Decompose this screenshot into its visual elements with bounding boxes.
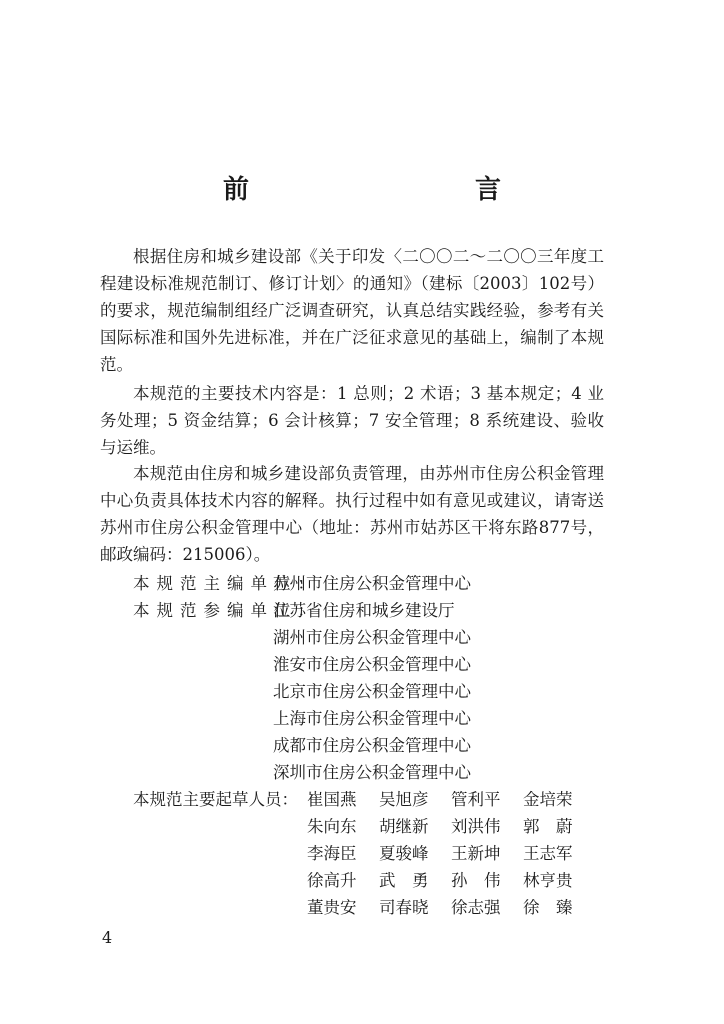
participating-unit: 江苏省住房和城乡建设厅 (273, 601, 455, 620)
drafter-name: 董贵安 (307, 898, 357, 917)
participating-unit-row (100, 705, 604, 732)
drafters-row (100, 867, 620, 894)
drafter-name: 胡继新 (379, 817, 429, 836)
drafters-label: 本规范主要起草人员： (133, 790, 298, 809)
page-number: 4 (102, 928, 113, 947)
participating-unit: 淮安市住房公积金管理中心 (273, 655, 471, 674)
drafters-row (100, 813, 620, 840)
drafter-name: 夏骏峰 (379, 844, 429, 863)
drafter-name: 刘洪伟 (451, 817, 501, 836)
drafter-name: 司春晓 (379, 898, 429, 917)
chief-unit-value: 苏州市住房公积金管理中心 (273, 574, 471, 593)
paragraph-text: 本规范的主要技术内容是：1 总则；2 术语；3 基本规定；4 业务处理；5 资金结算；6 会计核算；7 安全管理；8 系统建设、验收与运维。 (100, 384, 604, 457)
drafter-name: 管利平 (451, 790, 501, 809)
drafters-section (100, 786, 620, 921)
drafter-name: 金培荣 (523, 790, 573, 809)
participating-unit: 成都市住房公积金管理中心 (273, 736, 471, 755)
preface-paragraph-3 (100, 460, 604, 569)
units-section (100, 570, 604, 786)
drafter-name: 林亨贵 (523, 871, 573, 890)
participating-unit: 北京市住房公积金管理中心 (273, 682, 471, 701)
participating-units-label: 本规范参编单位： (133, 601, 321, 620)
chief-unit-label: 本规范主编单位： (133, 574, 321, 593)
paragraph-text: 本规范由住房和城乡建设部负责管理，由苏州市住房公积金管理中心负责具体技术内容的解释。执行过程中如有意见或建议，请寄送苏州市住房公积金管理中心（地址：苏州市姑苏区干将东路877号，邮政编码：215006）。 (100, 464, 604, 564)
participating-unit-row (100, 759, 604, 786)
page-title: 前 言 (222, 175, 559, 205)
participating-unit: 深圳市住房公积金管理中心 (273, 763, 471, 782)
drafter-name: 崔国燕 (307, 790, 357, 809)
drafter-name: 李海臣 (307, 844, 357, 863)
drafters-row (100, 786, 620, 813)
participating-unit-row (100, 624, 604, 651)
drafter-name: 徐志强 (451, 898, 501, 917)
chief-unit-row (100, 570, 604, 597)
participating-unit-row (100, 651, 604, 678)
drafter-name: 王新坤 (451, 844, 501, 863)
drafter-name: 孙 伟 (451, 871, 501, 890)
drafter-name: 徐高升 (307, 871, 357, 890)
drafter-name: 吴旭彦 (379, 790, 429, 809)
drafter-name: 王志军 (523, 844, 573, 863)
drafters-row (100, 840, 620, 867)
participating-unit-row (100, 732, 604, 759)
drafter-name: 郭 蔚 (523, 817, 573, 836)
drafter-name: 徐 臻 (523, 898, 573, 917)
drafters-row (100, 894, 620, 921)
preface-paragraph-1 (100, 243, 604, 379)
participating-unit: 湖州市住房公积金管理中心 (273, 628, 471, 647)
preface-paragraph-2 (100, 380, 604, 462)
participating-unit-row (100, 597, 604, 624)
paragraph-text: 根据住房和城乡建设部《关于印发〈二〇〇二～二〇〇三年度工程建设标准规范制订、修订计划〉的通知》（建标〔2003〕102号）的要求，规范编制组经广泛调查研究，认真总结实践经验，参考有关国际标准和国外先进标准，并在广泛征求意见的基础上，编制了本规范。 (100, 247, 604, 374)
participating-unit-row (100, 678, 604, 705)
drafter-name: 朱向东 (307, 817, 357, 836)
drafter-name: 武 勇 (379, 871, 429, 890)
participating-unit: 上海市住房公积金管理中心 (273, 709, 471, 728)
